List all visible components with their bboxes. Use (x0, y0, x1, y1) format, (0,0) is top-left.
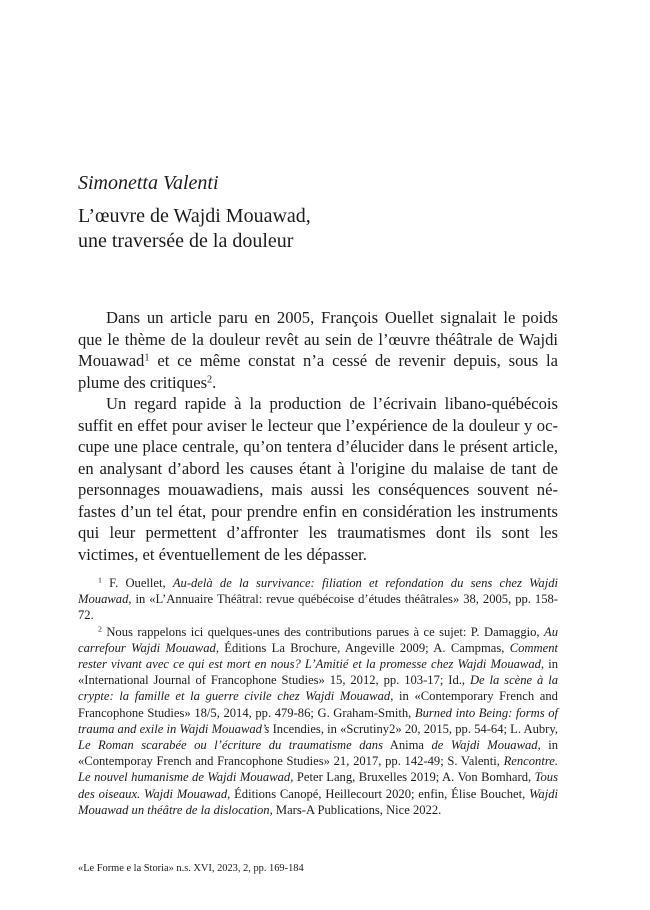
paragraph-1-end: . (212, 372, 217, 392)
footnote-title: Comment rester vivant avec ce qui est mort en nous? L’Amitié et la promesse chez Wajdi Mouawad (78, 640, 559, 672)
footnote-text: Incendies, in «Scrutiny2» 20, 2015, pp. 54-64; L. Aubry, (269, 721, 558, 736)
footnote-text: , in «Contemporay French and Francophone Studies» 21, 2017, pp. 142-49; S. Valenti, (78, 738, 558, 769)
footnote-title: Tous des oiseaux. Wajdi Mouawad (78, 770, 558, 801)
paragraph-1-text-cont: et ce même constat n’a cessé de revenir depuis, sous la plume des critiques (78, 351, 558, 392)
body-text (78, 307, 558, 565)
title-line-1: L’œuvre de Wajdi Mouawad, (78, 205, 311, 227)
footnote-title: de Wajdi Mouawad (431, 738, 538, 753)
paragraph-2: Un regard rapide à la production de l’écrivain libano-québécois suffit en effet pour aviser le lecteur que l’expérience de la douleur y occupe une place centrale, qu’on tentera d’élucider dans le présent article, en analysant d’abord les causes étant à l'origine du malaise de tant de personnages mouawadiens, mais aussi les conséquences souvent néfastes d’un tel état, pour prendre enfin en considération les instruments qui leur permettent d’affronter les traumatismes dont ils sont les victimes, et éventuellement de les dépasser. (78, 394, 558, 564)
footnote-text: Anima (382, 738, 432, 753)
footnote-title: Le Roman scarabée ou l’écriture du traumatisme dans (78, 738, 383, 753)
footnote-2 (78, 624, 558, 818)
footnote-title: Au carrefour Wajdi Mouawad (78, 624, 558, 655)
footnote-title: Burned into Being: forms of trauma and exile in Wajdi Mouawad’s (78, 705, 558, 736)
author-name: Simonetta Valenti (78, 172, 219, 194)
footnote-title: De la scène à la crypte: la famille et la guerre civile chez Wajdi Mouawad (78, 673, 558, 704)
footnote-title: Rencontre. Le nouvel humanisme de Wajdi Mouawad (78, 754, 558, 785)
footnote-1 (78, 575, 558, 624)
article-title (78, 204, 311, 254)
footnote-number: 2 (98, 624, 102, 634)
paragraph-1 (78, 307, 558, 393)
footnote-text: , Mars-A Publications, Nice 2022. (269, 802, 442, 817)
footnote-title: Au-delà de la survivance: filiation et refondation du sens chez Wajdi Mouawad (78, 576, 558, 607)
title-line-2: une traversée de la douleur (78, 230, 294, 252)
footnote-text: , in «International Journal of Francophone Studies» 15, 2012, pp. 103-17; Id., (78, 657, 559, 688)
footnote-text: F. Ouellet, (101, 576, 173, 590)
footnote-text: Nous rappelons ici quelques-unes des contributions parues à ce sujet: P. Damaggio, (101, 624, 544, 639)
footnote-text: , in «L’Annuaire Théâtral: revue québécoise d’études théâtrales» 38, 2005, pp. 158-72. (78, 592, 558, 623)
footnote-text: , Éditions La Brochure, Angeville 2009; A. Campmas, (215, 640, 510, 655)
paragraph-1-text: Dans un article paru en 2005, François Ouellet signalait le poids que le thème de la douleur revêt au sein de l’œuvre théâtrale de Wajdi Mouawad (78, 308, 558, 370)
footnote-text: , in «Contemporary French and Francophone Studies» 18/5, 2014, pp. 479-86; G. Graham-Smith, (78, 689, 558, 720)
footnote-ref-2[interactable]: 2 (207, 373, 213, 385)
footnote-text: , Peter Lang, Bruxelles 2019; A. Von Bomhard, (290, 770, 535, 785)
journal-citation: «Le Forme e la Storia» n.s. XVI, 2023, 2, pp. 169-184 (78, 863, 304, 874)
footnote-number: 1 (98, 575, 102, 585)
footnote-text: , Éditions Canopé, Heillecourt 2020; enfin, Élise Bouchet, (227, 786, 530, 801)
footnote-ref-1[interactable]: 1 (144, 352, 150, 364)
footnote-title: Wajdi Mouawad un théâtre de la dislocation (78, 786, 559, 817)
footnotes (78, 575, 558, 818)
